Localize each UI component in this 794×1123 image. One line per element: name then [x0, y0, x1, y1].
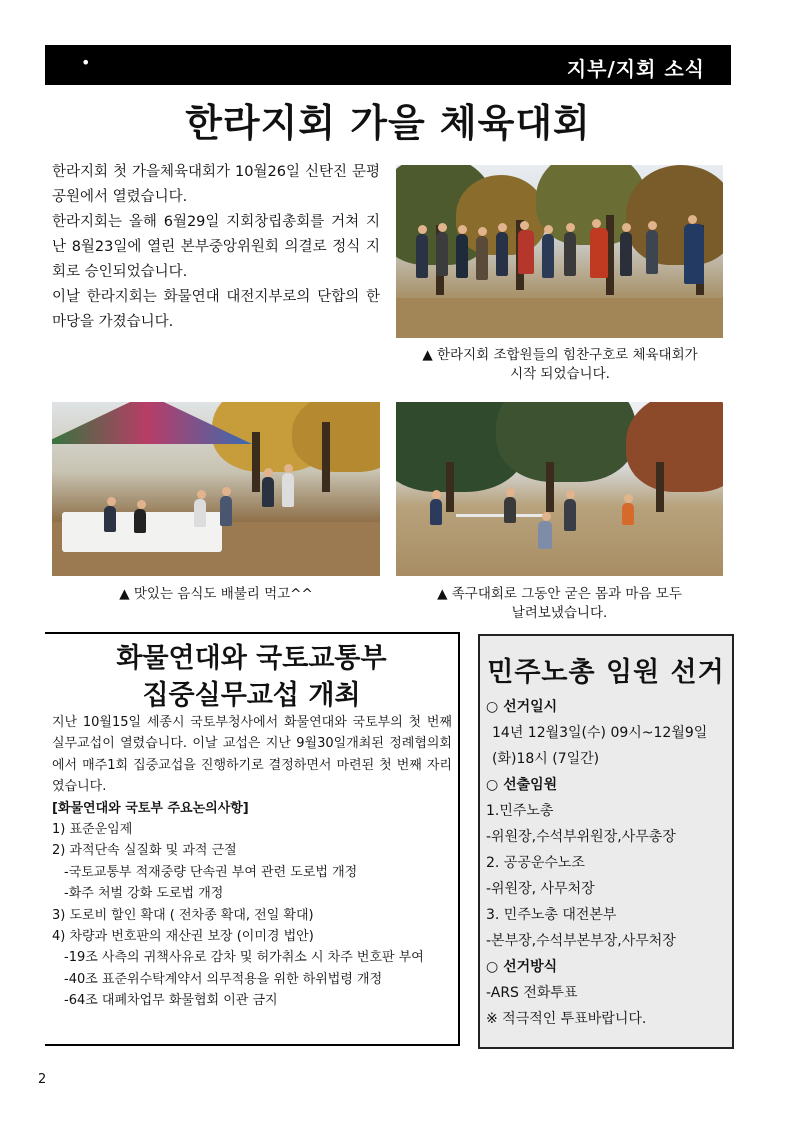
office-3-positions: -본부장,수석부본부장,사무처장: [486, 933, 676, 949]
intro-paragraph-1: 한라지회 첫 가을체육대회가 10월26일 신탄진 문평공원에서 열렸습니다.: [52, 164, 380, 205]
caption-photo-3-line-2: 날려보냈습니다.: [511, 605, 608, 621]
article-title: [45, 640, 458, 714]
election-title: 민주노총 임원 선거: [487, 657, 725, 688]
photo-opening-rally: [396, 165, 723, 338]
article-body: [52, 712, 452, 1012]
article-lead: 지난 10월15일 세종시 국토부청사에서 화물연대와 국토부의 첫 번째 실무교섭이 열렸습니다. 이날 교섭은 지난 9월30일개최된 정례협의회에서 매주1회 집중교섭을 진행하기로 결정하면서 마련된 첫 번째 자리였습니다.: [52, 715, 452, 795]
section-label: 지부/지회 소식: [566, 57, 705, 81]
caption-photo-3: [396, 585, 723, 623]
election-date-heading: ○ 선거일시: [486, 699, 558, 715]
office-2-positions: -위원장, 사무처장: [486, 881, 595, 897]
election-offices-heading: ○ 선출임원: [486, 777, 558, 793]
election-details: [486, 694, 730, 1032]
article-title-line-2: 집중실무교섭 개최: [142, 680, 361, 711]
caption-photo-1: [390, 346, 730, 384]
article-title-line-1: 화물연대와 국토교통부: [116, 643, 387, 674]
election-date: 14년 12월3일(수) 09시~12월9일(화)18시 (7일간): [492, 725, 708, 767]
section-header-bar: [45, 45, 731, 85]
article-bottom-rule: [45, 1044, 460, 1046]
election-method: -ARS 전화투표: [486, 985, 578, 1001]
article-item-9: -64조 대폐차업무 화물협회 이관 금지: [64, 993, 278, 1009]
photo-picnic: [52, 402, 380, 576]
article-item-5: 3) 도로비 할인 확대 ( 전차종 확대, 전일 확대): [52, 907, 314, 923]
article-item-6: 4) 차량과 번호판의 재산권 보장 (이미경 법안): [52, 929, 314, 945]
header-bullet: •: [81, 53, 91, 72]
intro-paragraph-2: 한라지회는 올해 6월29일 지회창립총회를 거쳐 지난 8월23일에 열린 본부중앙위원회 의결로 정식 지회로 승인되었습니다.: [52, 214, 380, 280]
photo-jokgu-match: [396, 402, 723, 576]
page-title: 한라지회 가을 체육대회: [185, 101, 591, 145]
caption-photo-3-line-1: ▲ 족구대회로 그동안 굳은 몸과 마음 모두: [437, 586, 682, 602]
caption-photo-1-line-2: 시작 되었습니다.: [510, 366, 610, 382]
article-item-7: -19조 사측의 귀책사유로 감차 및 허가취소 시 차주 번호판 부여: [64, 950, 424, 966]
article-top-rule: [45, 632, 460, 634]
election-note: ※ 적극적인 투표바랍니다.: [486, 1011, 647, 1027]
office-3: 3. 민주노총 대전본부: [486, 907, 617, 923]
article-item-3: -국토교통부 적재중량 단속권 부여 관련 도로법 개정: [64, 864, 358, 880]
office-1: 1.민주노총: [486, 803, 554, 819]
election-notice-box: [478, 634, 734, 1049]
article-subheading: [화물연대와 국토부 주요논의사항]: [52, 800, 249, 816]
caption-photo-2: ▲ 맛있는 음식도 배불리 먹고^^: [119, 586, 313, 602]
intro-paragraph-3: 이날 한라지회는 화물연대 대전지부로의 단합의 한마당을 가졌습니다.: [52, 289, 380, 330]
article-item-8: -40조 표준위수탁계약서 의무적용을 위한 하위법령 개정: [64, 971, 383, 987]
article-item-1: 1) 표준운임제: [52, 822, 133, 838]
intro-text: [52, 160, 380, 335]
caption-photo-1-line-1: ▲ 한라지회 조합원들의 힘찬구호로 체육대회가: [422, 347, 698, 363]
election-method-heading: ○ 선거방식: [486, 959, 558, 975]
office-1-positions: -위원장,수석부위원장,사무총장: [486, 829, 676, 845]
article-divider: [458, 632, 460, 1046]
article-item-4: -화주 처벌 강화 도로법 개정: [64, 886, 224, 902]
article-item-2: 2) 과적단속 실질화 및 과적 근절: [52, 843, 237, 859]
office-2: 2. 공공운수노조: [486, 855, 585, 871]
page-number: 2: [38, 1072, 47, 1087]
